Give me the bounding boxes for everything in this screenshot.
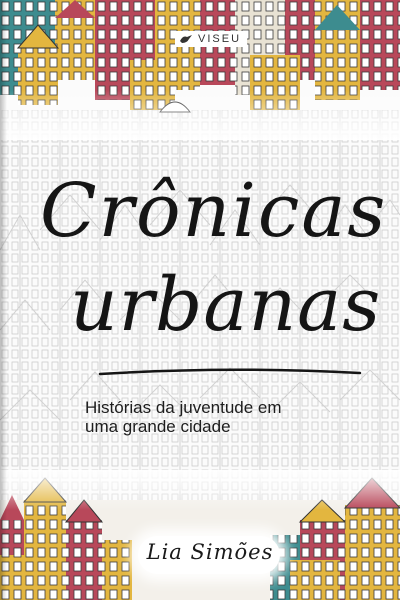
publisher-name: VISEU <box>198 33 242 45</box>
publisher-logo <box>175 31 247 47</box>
title-line-2: urbanas <box>70 262 382 348</box>
subtitle <box>85 398 345 436</box>
author-name: Lia Simões <box>146 540 274 564</box>
bottom-skyline <box>0 470 400 600</box>
title-line-1: Crônicas <box>40 168 388 254</box>
book-spine-shadow <box>0 0 7 600</box>
subtitle-line-1: Histórias da juventude em <box>85 398 282 417</box>
subtitle-line-2: uma grande cidade <box>85 417 231 436</box>
bird-icon <box>179 33 193 45</box>
top-skyline <box>0 0 400 140</box>
